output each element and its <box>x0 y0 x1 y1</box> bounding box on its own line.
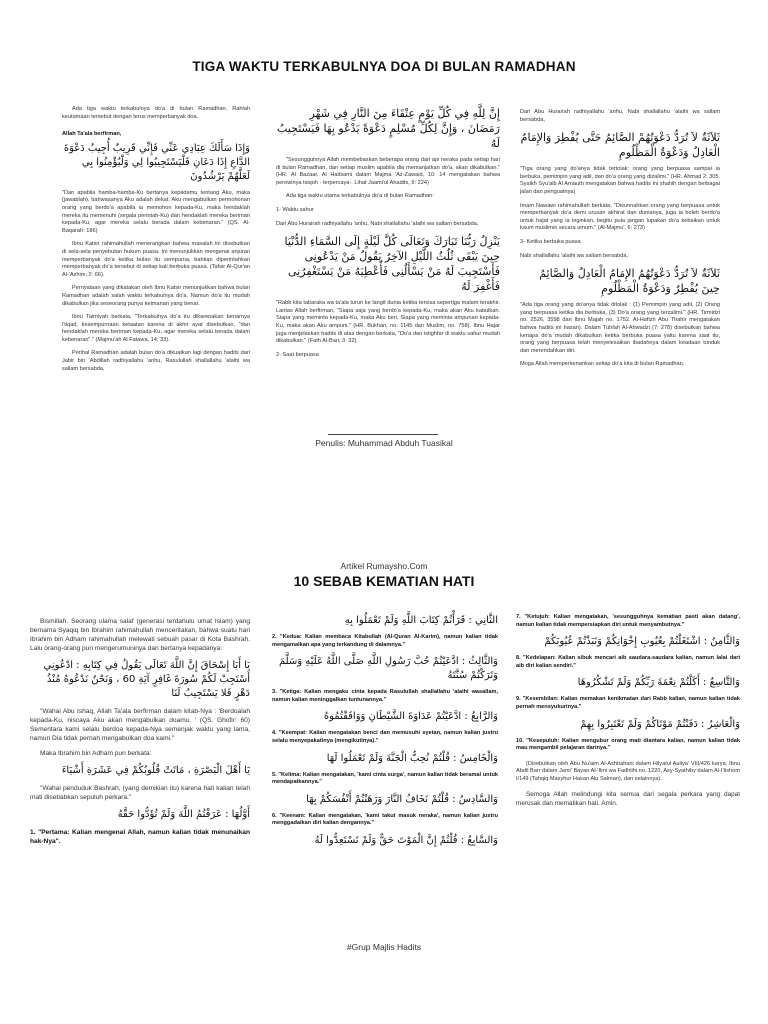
author-credit: Penulis: Muhammad Abduh Tuasikal <box>315 438 453 448</box>
paragraph: Ada tiga waktu terkabulnya do'a di bulan Ramadhan. Rahlah keutamaan tersebut dengan terus memperbanyak doa. <box>62 106 250 120</box>
arabic-text: وَالثَّامِنُ : اشْتَغَلْتُمْ بِعُيُوبِ إِخْوَانِكُمْ وَنَبَذْتُمْ عُيُوبَكُمْ <box>544 636 740 648</box>
article2-column-1 <box>30 617 250 852</box>
arabic-text: وَالْخَامِسُ : قُلْتُمْ نُحِبُّ الْجَنَّةَ وَلَمْ تَعْمَلُوا لَهَا <box>326 752 498 764</box>
paragraph: 9. "Kesembilan: Kalian memakan kenikmatan dari Rabb kalian, namun kalian tidak pernah mensyukurinya." <box>516 696 740 710</box>
paragraph: Imam Nawawi rahimahullah berkata, "Disunnahkan orang yang berpuasa untuk memperbanyak do'a demi urusan akhirat dan dunianya, juga ia boleh berdo'a untuk hajat yang ia inginkan, begitu pula jangan lupakan do'a kebaikan untuk kaum muslimin secara umum." (Al-Majmu', 6: 273) <box>520 202 720 232</box>
paragraph: 1. "Pertama: Kalian mengenal Allah, namun kalian tidak menunaikan hak-Nya". <box>30 829 250 845</box>
paragraph: "Wahai Abu Ishaq, Allah Ta'ala berfirman dalam kitab-Nya : 'Berdoalah kepada-Ku, niscaya Aku akan mengabulkan doamu. ' (QS. Ghofir: 60) Sementara kami selalu berdoa kepada-Nya semenjak waktu yang lama, namun Dia tidak pernah mengabulkan doa kami." <box>30 708 250 742</box>
paragraph: Dari Abu Hurairah radhiyallahu 'anhu, Nabi shallallahu 'alaihi wa sallam bersabda, <box>520 109 720 123</box>
footer-hashtag: #Grup Majlis Hadits <box>346 942 422 952</box>
signature-line <box>328 434 438 435</box>
paragraph: Ibnu Katsir rahimahullah menerangkan bahwa masalah ini disebutkan di sela-sela penyebutan hukum puasa. Ini menunjukkan mengenai anjuran memperbanyak do'a ketika bulan itu sempurna, bahkan diperintahkan memperbanyak do'a tersebut di setiap kali berbuka puasa. (Tafsir Al-Qur'an Al-'Azhim, 2: 66). <box>62 241 250 278</box>
paragraph: 7. "Ketujuh: Kalian mengatakan, 'sesungguhnya kematian pasti akan datang', namun kalian tidak mempersiapkan diri untuk menyambutnya." <box>516 614 740 628</box>
paragraph: "Sesungguhnya Allah membebaskan beberapa orang dari api neraka pada setiap hari di bulan Ramadhan, dan setiap muslim apabila dia memanjatkan do'a, akan dikabulkan." (HR. Al Bazaar. Al Haitsami dalam Majma 'Az-Zawaid, 10: 14 mengatakan bahwa perowinya tsiqoh - terpercaya-. Lihat Jaami'ul Ahadits, 9: 224) <box>276 157 500 186</box>
article1-column-2 <box>276 103 500 365</box>
source-credit: Artikel Rumaysho.Com <box>340 561 428 571</box>
paragraph: Ibnu Taimiyah berkata, "Terkabulnya do'a itu dikarenakan benarnya i'tiqad, kesempurnaan ketaatan karena di akhir ayat disebutkan, "dan hendaklah mereka beriman kepada-Ku, agar mereka selalu berada dalam kebenaran"." (Majmu'ah Al Fatawa, 14: 33). <box>62 314 250 343</box>
arabic-text: يَا أَبَا إِسْحَاقَ إِنَّ اللَّهَ تَعَالَى يَقُولُ فِي كِتَابِهِ : ادْعُونِي أَسْتَجِبْ لَكُمْ سُورَةَ غَافِرٍ آيَةِ 60 ، وَنَحْنُ نَدْعُوهُ مُنْذُ دَهْرٍ فَلا يَسْتَجِيبُ لَنَا <box>43 660 250 699</box>
list-item: 2- Saat berpuasa <box>276 351 319 358</box>
paragraph: Perihal Ramadhan adalah bulan do'a dikuatkan lagi dengan hadits dari Jabir bin 'Abdillah radhiyallahu 'anhu, Rasulullah shallallahu 'alaihi wa sallam bersabda, <box>62 350 250 372</box>
paragraph: "Dan apabila hamba-hamba-Ku bertanya kepadamu tentang Aku, maka (jawablah), bahwasanya Aku adalah dekat. Aku mengabulkan permohonan orang yang berdo'a apabila ia memohon kepada-Ku, maka hendaklah mereka itu memenuhi (segala perintah-Ku) dan hendaklah mereka beriman kepada-Ku, agar mereka selalu berada dalam kebenaran." (QS. Al-Baqarah: 186) <box>62 189 250 234</box>
paragraph: Nabi shallallahu 'alaihi wa sallam bersabda, <box>520 252 629 259</box>
paragraph: Semoga Allah melindungi kita semua dari segala perkara yang dapat merusak dan mematikan hati. Amin. <box>516 790 740 807</box>
arabic-text: وَالرَّابِعُ : ادَّعَيْتُمْ عَدَاوَةَ الشَّيْطَانِ وَوَافَقْتُمُوهُ <box>323 711 498 723</box>
paragraph: Ada tiga waktu utama terkabulnya do'a di bulan Ramadhan: <box>286 193 434 200</box>
paragraph: "Ada tiga orang yang do'anya tidak ditolak : (1) Pemimpin yang adil, (2) Orang yang berpuasa ketika dia berbuka, (3) Do'a orang yang terzalimi." (HR. Tirmidzi no. 2526, 3598 dan Ibnu Majah no. 1752. Al-Hafizh Abu Thahir mengatakan bahwa hadits ini hasan). Dalam Tuhfah Al-Ahwadzi (7: 278) disebutkan bahwa kenapa do'a mudah dikabulkan ketika berbuka puasa yaitu karena saat itu, orang yang berpuasa telah menyelesaikan ibadahnya dalam keadaan tunduk dan merendahkan diri. <box>520 302 720 354</box>
arabic-text: وَالْعَاشِرُ : دَفَنْتُمْ مَوْتَاكُمْ وَلَمْ تَعْتَبِرُوا بِهِمْ <box>580 718 740 730</box>
arabic-hadith: يَنْزِلُ رَبُّنَا تَبَارَكَ وَتَعَالَى كُلَّ لَيْلَةٍ إِلَى السَّمَاءِ الدُّنْيَا حِينَ يَبْقَى ثُلُثُ اللَّيْلِ الآخِرُ يَقُولُ مَنْ يَدْعُونِى فَأَسْتَجِيبَ لَهُ مَنْ يَسْأَلُنِى فَأُعْطِيَهُ مَنْ يَسْتَغْفِرُنِى فَأَغْفِرَ لَهُ <box>284 235 500 294</box>
article1-column-1 <box>62 106 250 379</box>
paragraph: 10. "Kesepuluh: Kalian mengubur orang mati diantara kalian, namun kalian tidak mau mengambil pelajaran darinya." <box>516 737 740 752</box>
arabic-text: يَا أَهْلَ الْبَصْرَةِ ، مَاتَتْ قُلُوبُكُمْ فِي عَشَرَةِ أَشْيَاءَ <box>61 765 250 776</box>
paragraph: Bismillah. Seorang ulama salaf (generasi terdahulu umat Islam) yang bernama Syaqiq bin Ibrahim rahimahullah menceritakan, bahwa suatu hari Ibrahim bin Adham rahimahullah melewati sebuah pasar di Kota Bashrah. Lalu orang-orang pun mengerumuninya dan bertanya kepadanya: <box>30 618 250 652</box>
article2-title: 10 SEBAB KEMATIAN HATI <box>293 573 475 589</box>
citation: (Disebutkan oleh Abu Nu'aim Al-Ashbahani dalam Hilyatul Auliya' VIII/426 karya, Ibnu Abdil Barr dalam Jami' Bayan Al-'Ilmi wa Fadhlihi no. 1220, Asy-Syathiby dalam Al-I'tishom I/149 (Tahqiq Masyhur Hasan Alu Salman), dan selainnya). <box>516 760 740 782</box>
paragraph: "Tiga orang yang do'anya tidak tertolak: orang yang berpuasa sampai ia berbuka, pemimpin yang adil, dan do'a orang yang dizalimi." (HR. Ahmad 2: 305. Syaikh Syu'aib Al Arnauth mengatakan bahwa hadits ini shahih dengan berbagai jalan dan penguatnya) <box>520 166 720 195</box>
arabic-text: وَالسَّابِعُ : قُلْتُمْ إِنَّ الْمَوْتَ حَقٌّ وَلَمْ تَسْتَعِدُّوا لَهُ <box>314 834 498 846</box>
article2-column-3 <box>516 614 740 814</box>
paragraph: 5. "Kelima: Kalian mengatakan, 'kami cinta surga', namun kalian tidak beramal untuk mendapatkannya." <box>272 771 498 786</box>
paragraph: 8. "Kedelapan: Kalian sibuk mencari aib saudara-saudara kalian, namun lalai dari aib diri kalian sendiri." <box>516 655 740 669</box>
article1-title: TIGA WAKTU TERKABULNYA DOA DI BULAN RAMADHAN <box>192 59 576 74</box>
paragraph: 2. "Kedua: Kalian membaca Kitabullah (Al-Quran Al-Karim), namun kalian tidak mengamalkan apa yang terkandung di dalamnya." <box>272 634 498 648</box>
paragraph: Pernyataan yang dikatakan oleh Ibnu Katsir menunjukkan bahwa bulan Ramadhan adalah salah waktu terkabulnya do'a. Namun do'a itu mudah dikabulkan jika seseorang punya keimanan yang benar. <box>62 285 250 307</box>
paragraph: Maka Ibrahim bin Adham pun berkata: <box>40 750 152 757</box>
arabic-text: وَالتَّاسِعُ : أَكَلْتُمْ نِعْمَةَ رَبِّكُمْ وَلَمْ تَشْكُرُوهَا <box>577 677 740 689</box>
arabic-text: الثَّانِي : قَرَأْتُمْ كِتَابَ اللَّهِ وَلَمْ تَعْمَلُوا بِهِ <box>344 615 498 626</box>
arabic-text: وَالسَّادِسُ : قُلْتُمْ نَخَافُ النَّارَ وَرَهَنْتُمْ أَنْفُسَكُمْ بِهَا <box>306 793 498 805</box>
paragraph: Moga Allah memperkenankan setiap do'a kita di bulan Ramadhan. <box>520 361 685 368</box>
paragraph: 4. "Keempat: Kalian mengatakan benci dan memusuhi syetan, namun kalian justru selalu menyepakatinya (mengikutinya)." <box>272 730 498 744</box>
article2-column-2 <box>272 611 498 854</box>
paragraph: 3. "Ketiga: Kalian mengaku cinta kepada Rasulullah shallallahu 'alaihi wasallam, namun kalian meninggalkan tuntunannya." <box>272 689 498 703</box>
article1-column-3 <box>520 109 720 375</box>
paragraph: "Wahai penduduk Bashrah, (yang demikian itu) karena hati kalian telah mati disebabkan sepuluh perkara." <box>30 785 250 801</box>
paragraph: 6. "Keenam: Kalian mengatakan, 'kami takut masuk neraka', namun kalian justru menggadaikan diri kalian dengannya." <box>272 812 498 827</box>
list-item: 1- Waktu sahur <box>276 206 314 213</box>
list-item: 3- Ketika berbuka puasa <box>520 238 581 245</box>
arabic-text: وَالثَّالِثُ : ادَّعَيْتُمْ حُبَّ رَسُولِ اللَّهِ صَلَّى اللَّهُ عَلَيْهِ وَسَلَّمَ وَتَرَكْتُمْ سُنَّتَهُ <box>278 656 498 682</box>
arabic-hadith: ثَلاَثَةٌ لاَ تُرَدُّ دَعْوَتُهُمُ الإِمَامُ الْعَادِلُ وَالصَّائِمُ حِينَ يُفْطِرُ وَدَعْوَةُ الْمَظْلُومِ <box>539 267 720 296</box>
arabic-text: أَوَّلُهَا : عَرَفْتُمُ اللَّهَ وَلَمْ تُؤَدُّوا حَقَّهُ <box>117 809 250 820</box>
arabic-hadith: ثَلاَثَةٌ لاَ تُرَدُّ دَعْوَتُهُمْ الصَّائِمُ حَتَّى يُفْطِرَ وَالإِمَامُ الْعَادِلُ وَدَعْوَةُ الْمَظْلُومِ <box>520 131 720 160</box>
label: Allah Ta'ala berfirman, <box>62 131 122 138</box>
paragraph: Dari Abu Hurairah radhiyallahu 'anhu, Nabi shallallahu 'alaihi wa sallam bersabda, <box>276 220 479 227</box>
arabic-verse: وَإِذَا سَأَلَكَ عِبَادِي عَنِّي فَإِنِّي قَرِيبٌ أُجِيبُ دَعْوَةَ الدَّاعِ إِذَا دَعَانِ فَلْيَسْتَجِيبُوا لِي وَلْيُؤْمِنُوا بِي لَعَلَّهُمْ يَرْشُدُونَ <box>63 142 250 182</box>
paragraph: "Rabb kita tabaraka wa ta'ala turun ke langit dunia ketika tersisa sepertiga malam terakhir. Lantas Allah berfirman, "Siapa saja yang berdo'a kepada-Ku, maka akan Aku kabulkan. Siapa yang meminta kepada-Ku, maka Aku beri. Siapa yang meminta ampunan kepada-Ku, maka akan Aku ampuni." (HR. Bukhari, no. 1145 dan Muslim, no. 758). Ibnu Hajar juga menjelaskan hadits di atas dengan berkata, "Do'a dan istighfar di waktu sahur mudah dikabulkan." (Fath Al-Bari, 3: 32). <box>276 300 500 345</box>
arabic-hadith: إِنَّ لِلَّهِ فِي كُلِّ يَوْمٍ عِتْقَاءَ مِنَ النَّارِ فِي شَهْرِ رَمَضَانَ ، وَإِنَّ لِكُلِّ مُسْلِمٍ دَعْوَةً يَدْعُو بِهَا فَيَسْتَجِيبُ لَهُ <box>277 107 500 150</box>
